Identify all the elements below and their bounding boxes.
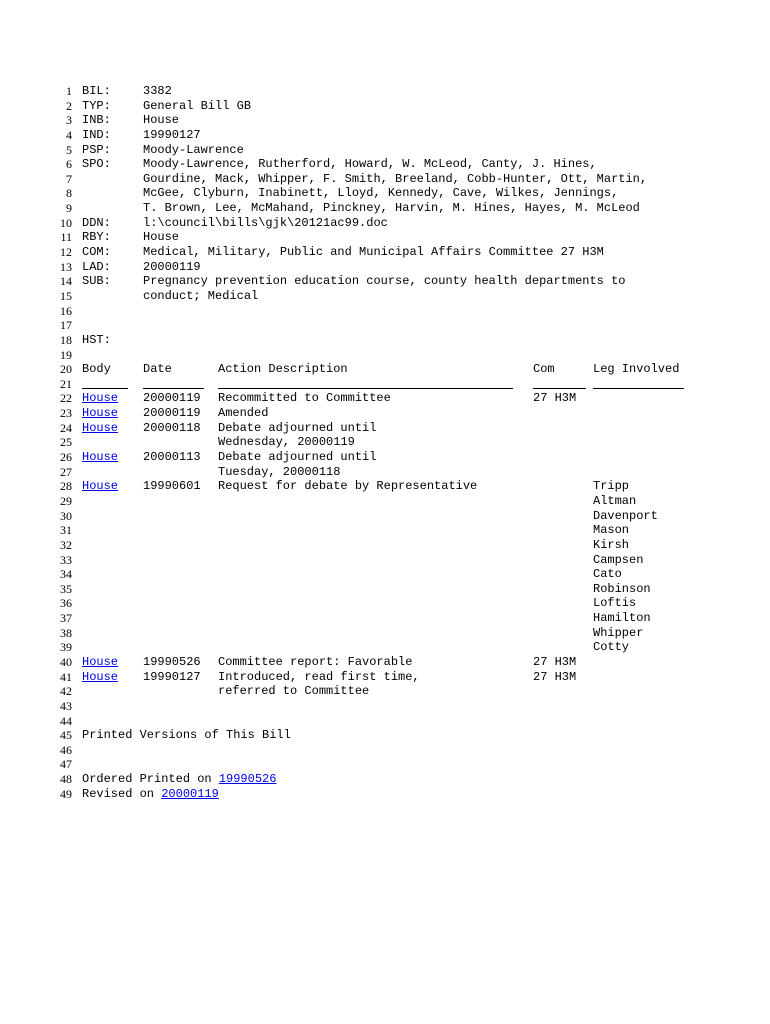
line-number: 28 [60,479,72,494]
column-underline [143,388,204,389]
field-value: Pregnancy prevention education course, county health departments to [143,274,626,289]
action-description: Recommitted to Committee [218,391,391,406]
line-number: 42 [60,684,72,699]
line-number: 32 [60,537,72,552]
column-header-date: Date [143,362,172,377]
line-number: 38 [60,625,72,640]
body-link[interactable]: House [82,450,119,465]
action-date: 19990526 [143,654,201,669]
header-line [0,99,770,114]
line-number: 29 [60,493,72,508]
field-value: 3382 [143,84,172,98]
line-number: 33 [60,552,72,567]
printed-version-link[interactable]: 20000119 [161,786,219,801]
footer-text: Revised on [82,786,162,801]
body-link[interactable]: House [82,479,119,494]
field-value: 19990127 [143,127,201,142]
header-line [0,245,770,260]
field-label: RBY: [82,230,111,245]
field-value: conduct; Medical [143,288,259,303]
footer-line [0,728,770,743]
committee-code: 27 H3M [533,669,577,684]
header-line [0,201,770,216]
line-number: 6 [66,157,72,172]
field-value: Moody-Lawrence, Rutherford, Howard, W. McLeod, Canty, J. Hines, [143,157,597,172]
line-number: 13 [60,259,72,274]
history-row [0,670,770,685]
legislator-involved: Kirsh [593,537,630,552]
header-line [0,84,770,99]
header-line [0,157,770,172]
history-row [0,509,770,524]
field-label: IND: [82,127,111,142]
body-link[interactable]: House [82,654,119,669]
legislator-involved: Hamilton [593,611,651,626]
action-date: 20000113 [143,450,201,465]
action-description: Wednesday, 20000119 [218,435,355,450]
footer-line [0,714,770,729]
action-date: 19990601 [143,479,201,494]
body-link[interactable]: House [82,391,119,406]
header-line [0,230,770,245]
field-value: T. Brown, Lee, McMahand, Pinckney, Harvin, M. Hines, Hayes, M. McLeod [143,201,640,216]
line-number: 19 [60,347,72,362]
field-value: McGee, Clyburn, Inabinett, Lloyd, Kennedy, Cave, Wilkes, Jennings, [143,186,619,201]
line-number: 34 [60,567,72,582]
line-number: 1 [66,84,72,98]
line-number: 37 [60,611,72,626]
action-description: Tuesday, 20000118 [218,464,341,479]
history-row [0,391,770,406]
action-description: referred to Committee [218,684,370,699]
field-label: PSP: [82,142,111,157]
footer-line [0,772,770,787]
field-label: HST: [82,332,111,347]
line-text [82,772,276,787]
history-row [0,435,770,450]
legislator-involved: Altman [593,493,637,508]
field-value: l:\council\bills\gjk\20121ac99.doc [143,215,388,230]
history-header [0,362,770,377]
line-number: 47 [60,757,72,772]
legislator-involved: Loftis [593,596,637,611]
action-description: Introduced, read first time, [218,669,420,684]
legislator-involved: Campsen [593,552,644,567]
body-link[interactable]: House [82,669,119,684]
header-line [0,113,770,128]
line-number: 45 [60,728,72,743]
column-underline [82,388,128,389]
field-value: Medical, Military, Public and Municipal Affairs Committee 27 H3M [143,245,604,260]
action-date: 20000119 [143,391,201,406]
action-description: Request for debate by Representative [218,479,478,494]
column-underline [593,388,684,389]
line-number: 10 [60,215,72,230]
field-value: Gourdine, Mack, Whipper, F. Smith, Breeland, Cobb-Hunter, Ott, Martin, [143,171,648,186]
line-number: 48 [60,772,72,787]
action-date: 20000119 [143,406,201,421]
header-line [0,274,770,289]
line-number: 31 [60,523,72,538]
header-line [0,318,770,333]
line-number: 17 [60,318,72,333]
action-description: Debate adjourned until [218,450,377,465]
field-label: INB: [82,113,111,128]
header-line [0,260,770,275]
legislator-involved: Whipper [593,625,644,640]
line-number: 35 [60,581,72,596]
body-link[interactable]: House [82,406,119,421]
history-row [0,611,770,626]
history-row [0,684,770,699]
line-number: 7 [66,171,72,186]
legislator-involved: Cato [593,567,622,582]
line-number: 22 [60,391,72,406]
line-number: 25 [60,435,72,450]
history-row [0,406,770,421]
action-description: Committee report: Favorable [218,654,413,669]
history-row [0,567,770,582]
legislator-involved: Mason [593,523,630,538]
line-number: 24 [60,420,72,435]
column-header-com: Com [533,362,555,377]
column-header-body: Body [82,362,111,377]
history-row [0,596,770,611]
history-row [0,494,770,509]
history-row [0,655,770,670]
printed-version-link[interactable]: 19990526 [218,772,277,787]
line-number: 43 [60,698,72,713]
field-label: BIL: [82,84,111,98]
history-row [0,421,770,436]
header-line [0,128,770,143]
action-date: 19990127 [143,669,201,684]
field-value: House [143,113,180,128]
field-value: 20000119 [143,259,201,274]
line-number: 39 [60,640,72,655]
line-text [82,728,291,743]
footer-text: Ordered Printed on [82,772,219,787]
line-number: 4 [66,127,72,142]
line-number: 2 [66,98,72,113]
field-value: Moody-Lawrence [143,142,244,157]
field-value: House [143,230,180,245]
history-row [0,553,770,568]
header-line [0,333,770,348]
header-line [0,348,770,363]
history-row [0,450,770,465]
header-line [0,143,770,158]
line-number: 44 [60,713,72,728]
history-row [0,465,770,480]
line-number: 18 [60,332,72,347]
line-number: 23 [60,406,72,421]
action-description: Amended [218,406,269,421]
line-number: 5 [66,142,72,157]
line-number: 20 [60,362,72,377]
field-value: General Bill GB [143,98,252,113]
history-row [0,479,770,494]
line-number: 27 [60,464,72,479]
line-number: 3 [66,113,72,128]
field-label: TYP: [82,98,111,113]
history-row [0,523,770,538]
header-line [0,304,770,319]
footer-line [0,757,770,772]
column-header-leg: Leg Involved [593,362,680,377]
footer-line [0,699,770,714]
line-number: 41 [60,669,72,684]
column-underline [218,388,513,389]
action-description: Debate adjourned until [218,420,377,435]
footer-text: Printed Versions of This Bill [82,728,291,743]
line-number: 21 [60,376,72,391]
field-label: LAD: [82,259,111,274]
history-row [0,582,770,597]
footer-line [0,787,770,802]
header-line [0,216,770,231]
line-number: 49 [60,786,72,801]
field-label: SPO: [82,157,111,172]
legislator-involved: Robinson [593,581,651,596]
history-rule-line [0,377,770,392]
committee-code: 27 H3M [533,654,577,669]
line-number: 9 [66,201,72,216]
column-underline [533,388,586,389]
history-row [0,626,770,641]
history-row [0,538,770,553]
line-number: 40 [60,654,72,669]
line-number: 30 [60,508,72,523]
header-line [0,186,770,201]
line-text [82,787,219,802]
history-row [0,640,770,655]
line-number: 8 [66,186,72,201]
legislator-involved: Tripp [593,479,630,494]
line-number: 46 [60,742,72,757]
field-label: SUB: [82,274,111,289]
line-number: 14 [60,274,72,289]
bill-document [0,84,770,801]
body-link[interactable]: House [82,420,119,435]
legislator-involved: Cotty [593,640,630,655]
line-number: 11 [60,230,72,245]
field-label: DDN: [82,215,111,230]
line-number: 16 [60,303,72,318]
committee-code: 27 H3M [533,391,577,406]
line-number: 26 [60,450,72,465]
field-label: COM: [82,245,111,260]
column-header-action: Action Description [218,362,348,377]
line-number: 12 [60,245,72,260]
footer-line [0,743,770,758]
header-line [0,172,770,187]
line-number: 15 [60,288,72,303]
line-number: 36 [60,596,72,611]
action-date: 20000118 [143,420,201,435]
header-line [0,289,770,304]
legislator-involved: Davenport [593,508,658,523]
